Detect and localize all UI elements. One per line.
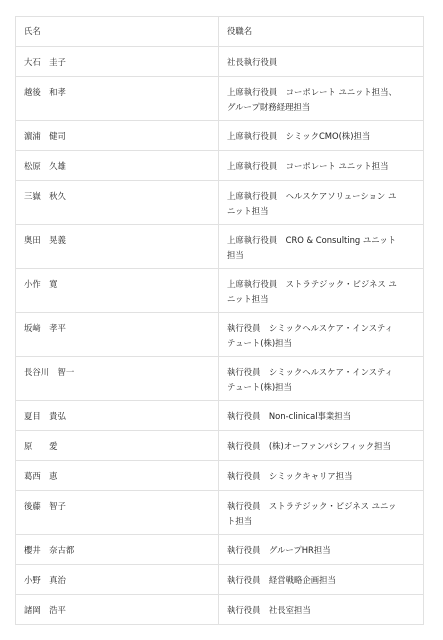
officer-role: 執行役員 経営戦略企画担当	[219, 565, 424, 595]
officer-name: 坂﨑 孝平	[16, 313, 219, 357]
officer-name: 小作 寛	[16, 269, 219, 313]
officer-name: 三嶽 秋久	[16, 181, 219, 225]
officer-name: 原 愛	[16, 431, 219, 461]
officer-name: 越後 和孝	[16, 77, 219, 121]
officer-role: 執行役員 ストラテジック・ビジネス ユニッ ト担当	[219, 491, 424, 535]
officers-table	[15, 16, 424, 625]
officer-role: 執行役員 シミックキャリア担当	[219, 461, 424, 491]
table-row	[16, 47, 424, 77]
table-row	[16, 77, 424, 121]
officer-role: 上席執行役員 ヘルスケアソリューション ユ ニット担当	[219, 181, 424, 225]
table-row	[16, 225, 424, 269]
table-row	[16, 269, 424, 313]
officer-name: 葛西 恵	[16, 461, 219, 491]
officer-name: 後藤 智子	[16, 491, 219, 535]
officer-role: 執行役員 社長室担当	[219, 595, 424, 625]
table-header-row	[16, 17, 424, 47]
table-row	[16, 401, 424, 431]
table-row	[16, 461, 424, 491]
officer-name: 夏目 貴弘	[16, 401, 219, 431]
officer-role: 執行役員 グループHR担当	[219, 535, 424, 565]
table-row	[16, 151, 424, 181]
officer-role: 上席執行役員 コーポレート ユニット担当	[219, 151, 424, 181]
officer-role: 社長執行役員	[219, 47, 424, 77]
officer-role: 執行役員 Non-clinical事業担当	[219, 401, 424, 431]
officer-name: 奥田 晃義	[16, 225, 219, 269]
table-row	[16, 595, 424, 625]
header-role: 役職名	[219, 17, 424, 47]
officer-role: 上席執行役員 ストラテジック・ビジネス ユ ニット担当	[219, 269, 424, 313]
header-name: 氏名	[16, 17, 219, 47]
officer-name: 松原 久雄	[16, 151, 219, 181]
officer-role: 執行役員 (株)オーファンパシフィック担当	[219, 431, 424, 461]
table-row	[16, 565, 424, 595]
officer-name: 長谷川 智一	[16, 357, 219, 401]
officers-table-container	[15, 16, 423, 625]
officer-name: 大石 圭子	[16, 47, 219, 77]
officer-name: 濵浦 健司	[16, 121, 219, 151]
officer-role: 上席執行役員 シミックCMO(株)担当	[219, 121, 424, 151]
table-row	[16, 535, 424, 565]
table-row	[16, 181, 424, 225]
officer-name: 小野 真治	[16, 565, 219, 595]
officer-role: 執行役員 シミックヘルスケア・インスティ テュート(株)担当	[219, 357, 424, 401]
table-row	[16, 491, 424, 535]
officer-name: 諸岡 浩平	[16, 595, 219, 625]
officer-name: 櫻井 奈古都	[16, 535, 219, 565]
table-row	[16, 431, 424, 461]
officer-role: 上席執行役員 CRO & Consulting ユニット 担当	[219, 225, 424, 269]
officer-role: 執行役員 シミックヘルスケア・インスティ テュート(株)担当	[219, 313, 424, 357]
table-row	[16, 121, 424, 151]
table-row	[16, 357, 424, 401]
table-row	[16, 313, 424, 357]
officer-role: 上席執行役員 コーポレート ユニット担当、 グループ財務経理担当	[219, 77, 424, 121]
